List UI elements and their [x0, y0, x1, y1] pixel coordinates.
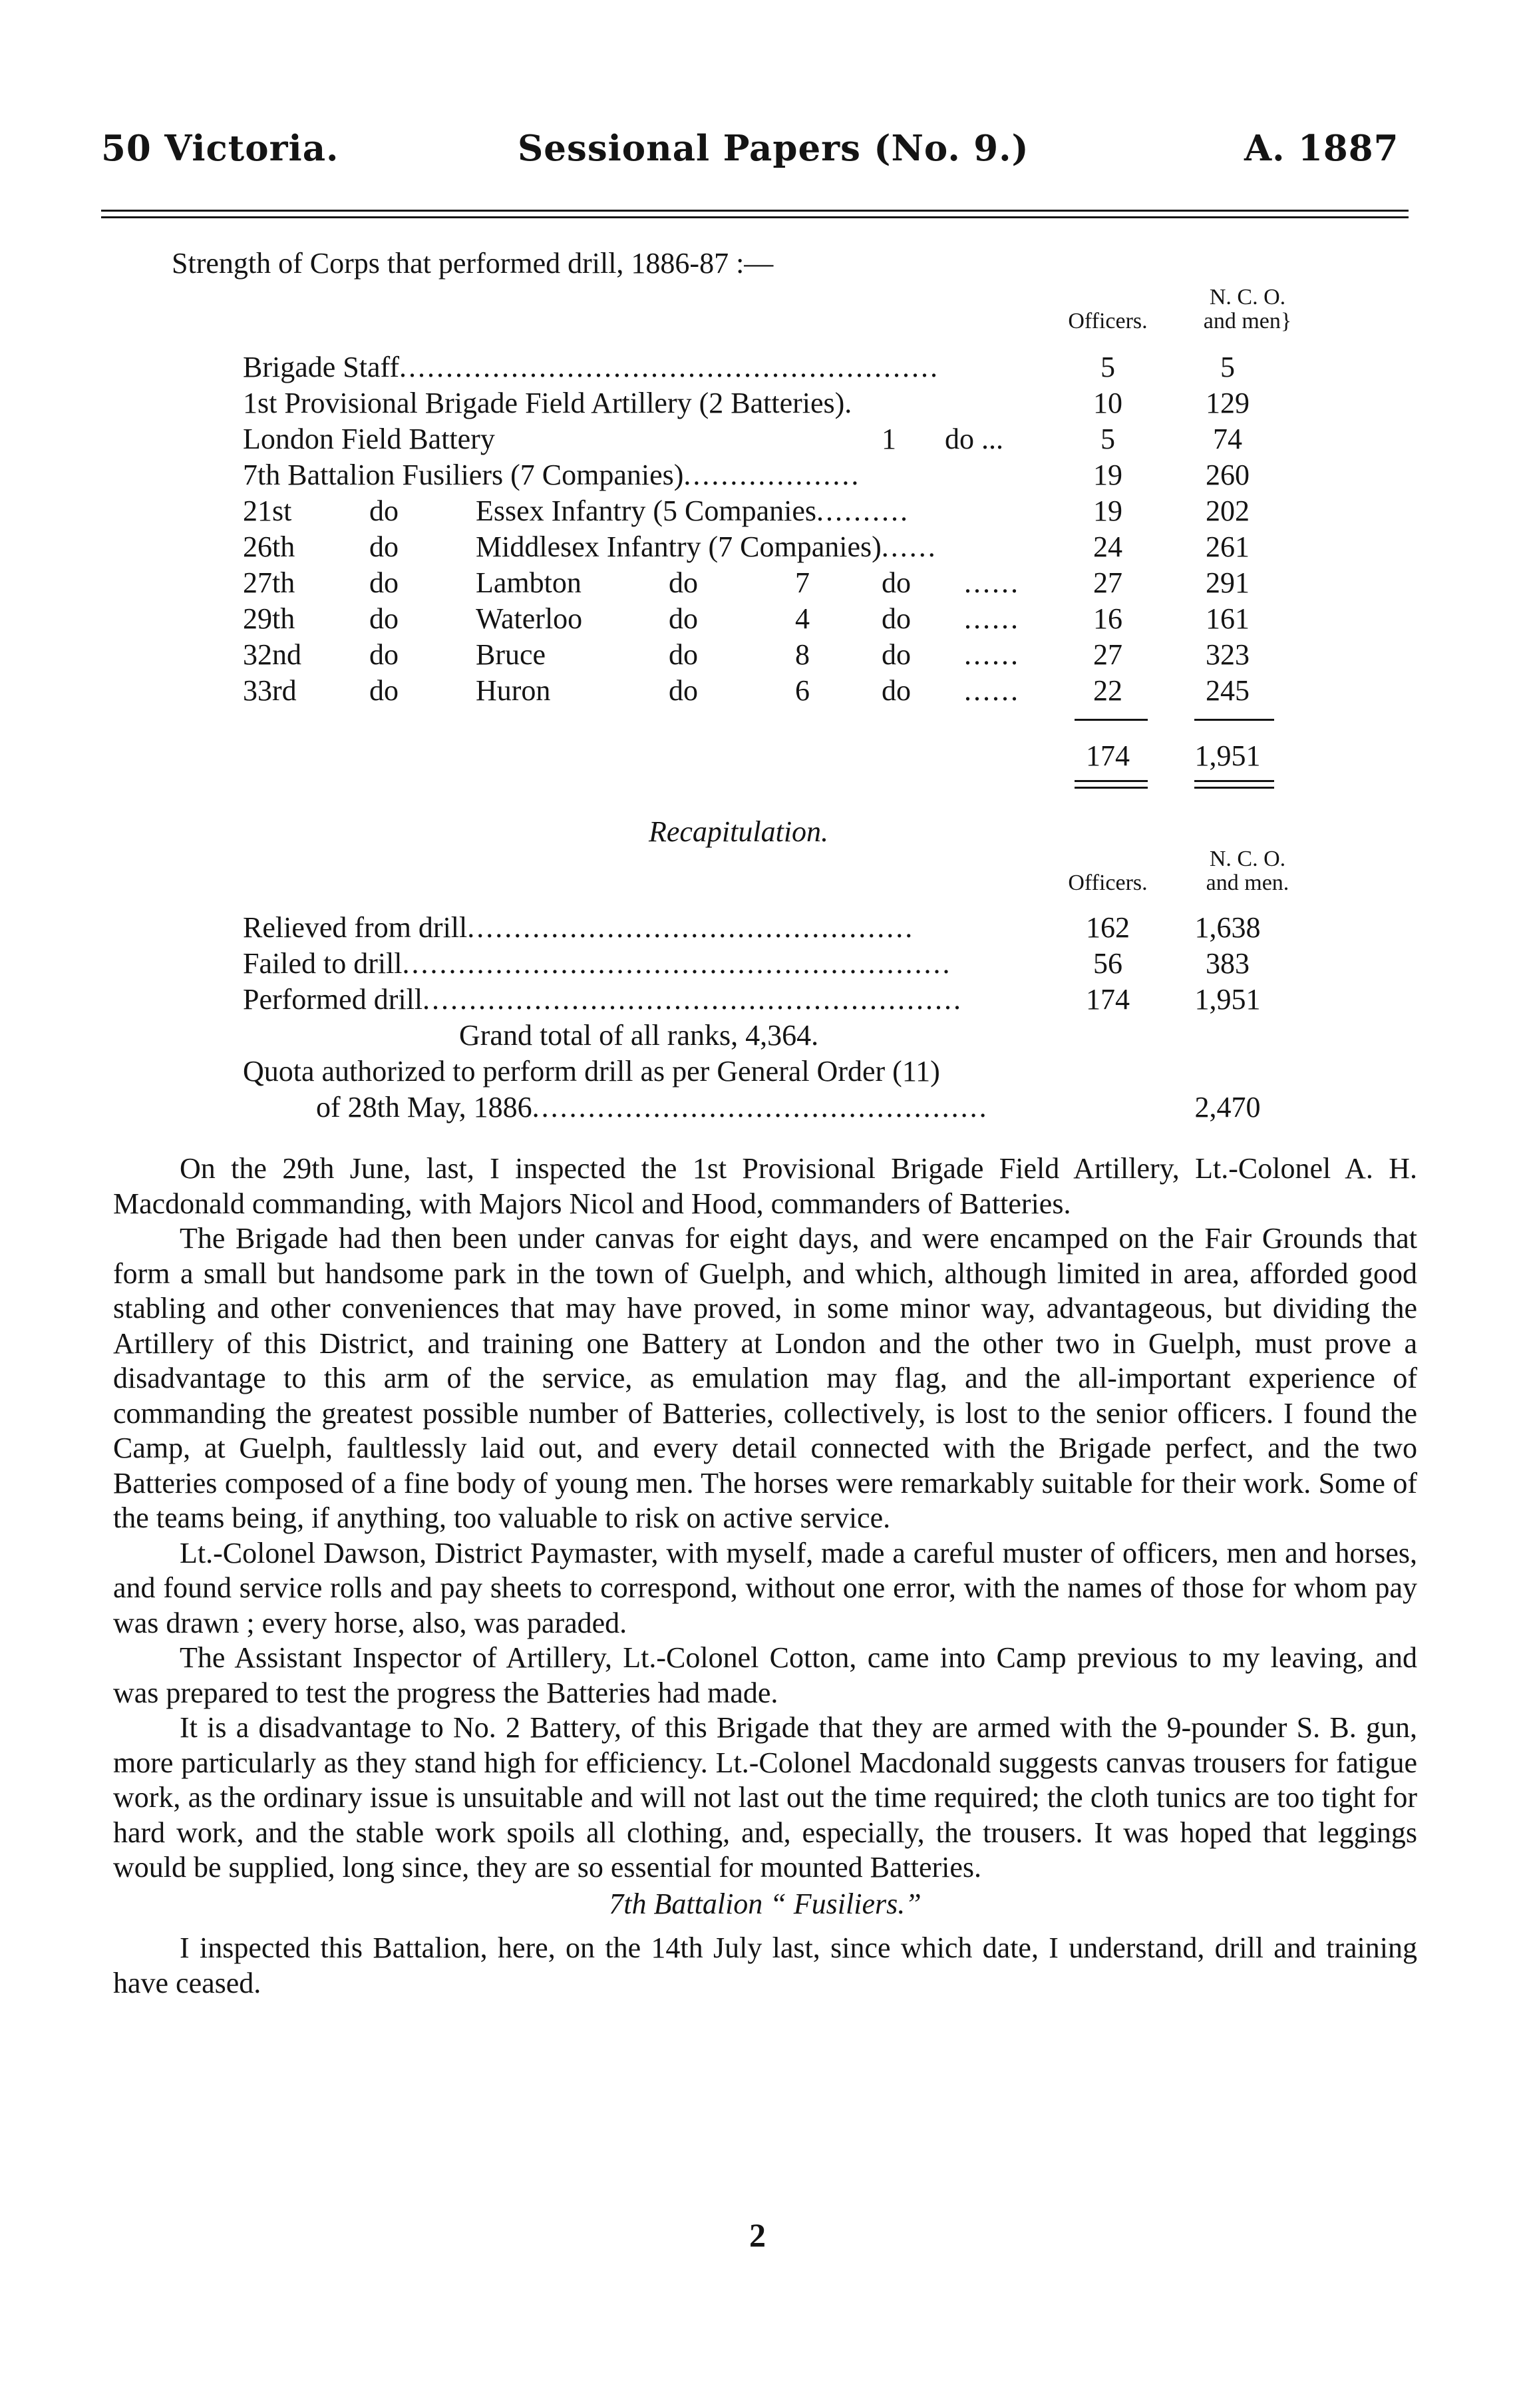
row-ordinal: 27th	[243, 566, 295, 599]
row-companies: 7	[795, 566, 810, 599]
table-row	[243, 672, 1374, 709]
row-officers: 19	[1093, 459, 1122, 491]
row-ditto: do ......	[882, 638, 1020, 671]
row-officers: 10	[1093, 387, 1122, 419]
col-officers-header: Officers.	[1068, 309, 1148, 333]
table-row	[243, 349, 1374, 386]
table-row	[243, 909, 1374, 946]
row-label: 7th Battalion Fusiliers (7 Companies)...................	[243, 459, 861, 491]
table-row	[243, 981, 1374, 1018]
row-label: 1st Provisional Brigade Field Artillery (2 Batteries).	[243, 387, 852, 419]
row-label: Huron	[476, 674, 551, 707]
section-heading: 7th Battalion “ Fusiliers.”	[609, 1887, 922, 1920]
row-officers: 16	[1093, 602, 1122, 635]
row-officers: 27	[1093, 566, 1122, 599]
row-men: 323	[1206, 638, 1250, 671]
row-ditto: do	[669, 602, 698, 635]
header-session: 50 Victoria.	[101, 128, 339, 169]
row-men: 261	[1206, 530, 1250, 563]
row-men: 260	[1206, 459, 1250, 491]
table-row	[243, 457, 1374, 494]
paragraph: Lt.-Colonel Dawson, District Paymaster, with myself, made a careful muster of officers, men and horses, and found service rolls and pay sheets to correspond, without one error, with the names of those for whom pay was drawn ; every horse, also, was paraded.	[113, 1536, 1417, 1639]
row-men: 291	[1206, 566, 1250, 599]
row-men: 1,638	[1194, 911, 1261, 944]
total-double-rule	[1194, 787, 1274, 789]
row-men: 5	[1220, 351, 1235, 383]
row-label: Failed to drill...........................................................	[243, 947, 952, 980]
row-men: 245	[1206, 674, 1250, 707]
total-double-rule	[1075, 787, 1148, 789]
paragraph: On the 29th June, last, I inspected the 1st Provisional Brigade Field Artillery, Lt.-Colonel A. H. Macdonald commanding, with Majors Nicol and Hood, commanders of Batteries.	[113, 1152, 1417, 1220]
row-label: Waterloo	[476, 602, 583, 635]
row-companies: 8	[795, 638, 810, 671]
table-row	[243, 564, 1374, 602]
row-label: London Field Battery	[243, 423, 495, 455]
row-men: 202	[1206, 495, 1250, 527]
col-nco-header: N. C. O.	[1209, 285, 1286, 309]
row-label: Essex Infantry (5 Companies..........	[476, 495, 910, 527]
row-ditto: do	[369, 638, 399, 671]
row-ordinal: 32nd	[243, 638, 301, 671]
total-rule	[1075, 719, 1148, 721]
row-ditto: do	[669, 638, 698, 671]
quota-line-2: of 28th May, 1886.................................................	[316, 1091, 989, 1123]
row-label: Middlesex Infantry (7 Companies)......	[476, 530, 937, 563]
total-men: 1,951	[1194, 739, 1261, 772]
row-men: 161	[1206, 602, 1250, 635]
row-officers: 22	[1093, 674, 1122, 707]
row-officers: 5	[1100, 423, 1115, 455]
row-officers: 24	[1093, 530, 1122, 563]
row-officers: 174	[1086, 983, 1130, 1016]
table-row	[243, 528, 1374, 566]
row-ditto: do	[369, 566, 399, 599]
total-double-rule	[1075, 780, 1148, 782]
table-row	[243, 493, 1374, 530]
row-ditto: do	[369, 495, 399, 527]
table-row	[243, 385, 1374, 422]
row-ditto: do	[669, 566, 698, 599]
col-nco-header-2: and men}	[1203, 309, 1292, 333]
row-label: Bruce	[476, 638, 546, 671]
row-officers: 56	[1093, 947, 1122, 980]
row-companies: 1	[882, 423, 896, 455]
row-ditto: do	[369, 602, 399, 635]
row-ditto: do ...	[945, 423, 1003, 455]
row-companies: 4	[795, 602, 810, 635]
row-men: 74	[1213, 423, 1242, 455]
recap-title: Recapitulation.	[649, 815, 829, 848]
row-officers: 27	[1093, 638, 1122, 671]
table-row	[243, 636, 1374, 674]
grand-total: Grand total of all ranks, 4,364.	[459, 1019, 819, 1052]
row-ditto: do ......	[882, 674, 1020, 707]
table-row	[243, 421, 1374, 458]
row-men: 1,951	[1194, 983, 1261, 1016]
row-label: Lambton	[476, 566, 582, 599]
row-officers: 5	[1100, 351, 1115, 383]
body-text	[113, 1151, 1417, 2001]
paragraph: The Assistant Inspector of Artillery, Lt.-Colonel Cotton, came into Camp previous to my leaving, and was prepared to test the progress the Batteries had made.	[113, 1641, 1417, 1709]
row-label: Performed drill..........................................................	[243, 983, 963, 1016]
row-ordinal: 21st	[243, 495, 292, 527]
paragraph: The Brigade had then been under canvas for eight days, and were encamped on the Fair Grounds that form a small but handsome park in the town of Guelph, and which, although limited in area, afforded good stabling and other conveniences that may have proved, in some minor way, advantageous, but dividing the Artillery of this District, and training one Battery at London and the other two in Guelph, must prove a disadvantage to this arm of the service, as emulation may flag, and the all-important experience of commanding the greatest possible number of Batteries, collectively, is lost to the senior officers. I found the Camp, at Guelph, faultlessly laid out, and every detail connected with the Brigade perfect, and the two Batteries composed of a fine body of young men. The horses were remarkably suitable for their work. Some of the teams being, if anything, too valuable to risk on active service.	[113, 1222, 1417, 1534]
paragraph: It is a disadvantage to No. 2 Battery, of this Brigade that they are armed with the 9-pounder S. B. gun, more particularly as they stand high for efficiency. Lt.-Colonel Macdonald suggests canvas trousers for fatigue work, as the ordinary issue is unsuitable and will not last out the time required; the cloth tunics are too tight for hard work, and the stable work spoils all clothing, and, especially, the trousers. It was hoped that leggings would be supplied, long since, they are so essential for mounted Batteries.	[113, 1711, 1417, 1884]
row-men: 383	[1206, 947, 1250, 980]
table-row	[243, 945, 1374, 982]
header-title: Sessional Papers (No. 9.)	[518, 128, 1029, 169]
quota-line: Quota authorized to perform drill as per General Order (11)	[243, 1055, 940, 1088]
row-officers: 19	[1093, 495, 1122, 527]
page-number: 2	[749, 2216, 766, 2254]
row-ditto: do	[369, 674, 399, 707]
row-label: Relieved from drill................................................	[243, 911, 915, 944]
row-ditto: do	[369, 530, 399, 563]
total-double-rule	[1194, 780, 1274, 782]
row-label: Brigade Staff..........................................................	[243, 351, 940, 383]
row-men: 129	[1206, 387, 1250, 419]
row-ordinal: 26th	[243, 530, 295, 563]
row-ditto: do ......	[882, 602, 1020, 635]
row-ditto: do	[669, 674, 698, 707]
row-ordinal: 33rd	[243, 674, 297, 707]
row-ditto: do ......	[882, 566, 1020, 599]
recap-col-officers: Officers.	[1068, 871, 1148, 895]
total-rule	[1194, 719, 1274, 721]
row-companies: 6	[795, 674, 810, 707]
header-rule	[101, 210, 1409, 212]
table-row	[243, 600, 1374, 638]
header-year: A. 1887	[1244, 128, 1399, 169]
row-officers: 162	[1086, 911, 1130, 944]
header-rule-double	[101, 216, 1409, 218]
row-ordinal: 29th	[243, 602, 295, 635]
paragraph: I inspected this Battalion, here, on the 14th July last, since which date, I understand, drill and training have ceased.	[113, 1931, 1417, 1999]
total-officers: 174	[1086, 739, 1130, 772]
recap-col-nco-2: and men.	[1206, 871, 1289, 895]
strength-title: Strength of Corps that performed drill, 1886-87 :—	[172, 247, 774, 280]
quota-value: 2,470	[1194, 1091, 1261, 1123]
recap-col-nco: N. C. O.	[1209, 847, 1286, 871]
